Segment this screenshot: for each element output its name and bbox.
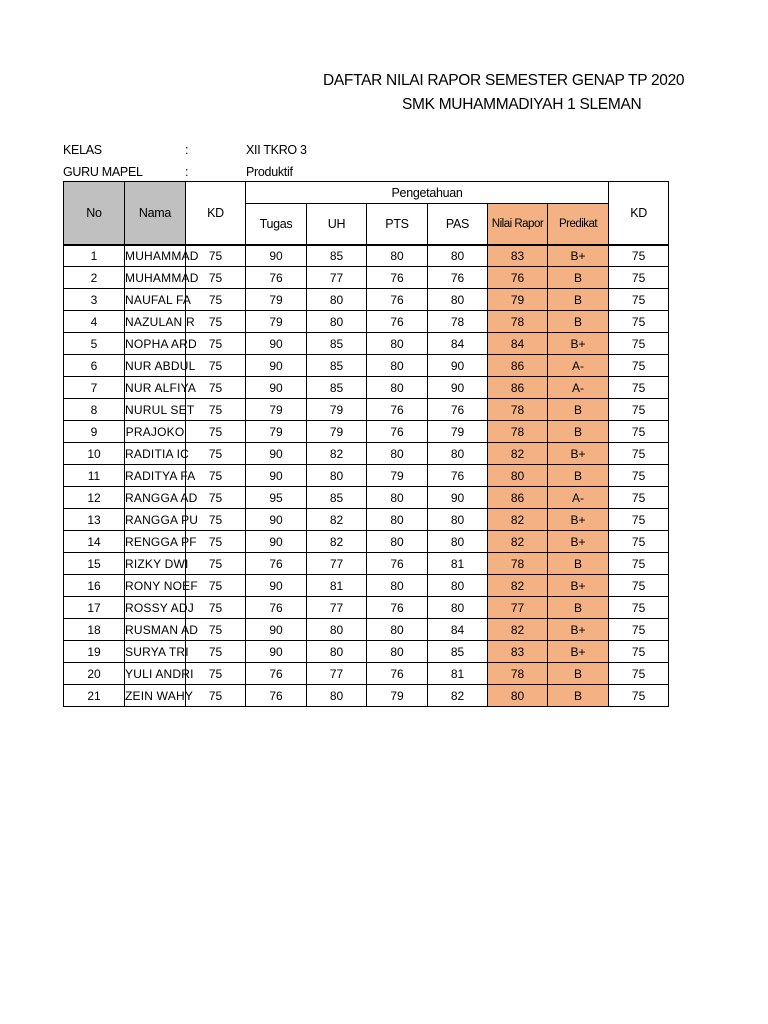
cell-nilai-rapor: 78	[488, 399, 548, 421]
cell-nilai-rapor: 82	[488, 619, 548, 641]
cell-nilai-rapor: 82	[488, 509, 548, 531]
cell-kd-2: 75	[609, 333, 669, 355]
cell-tugas: 90	[246, 619, 307, 641]
cell-kd-2: 75	[609, 289, 669, 311]
kelas-colon: :	[185, 143, 189, 157]
cell-tugas: 76	[246, 685, 307, 707]
cell-nama: MUHAMMAD	[125, 267, 186, 289]
table-row	[64, 487, 669, 509]
cell-pas: 80	[428, 289, 488, 311]
cell-kd: 75	[186, 663, 246, 685]
cell-tugas: 79	[246, 399, 307, 421]
header-no: No	[64, 182, 125, 245]
cell-pas: 81	[428, 663, 488, 685]
grades-table	[63, 181, 669, 707]
cell-kd: 75	[186, 685, 246, 707]
cell-tugas: 76	[246, 267, 307, 289]
school-name: SMK MUHAMMADIYAH 1 SLEMAN	[402, 96, 642, 113]
cell-uh: 80	[307, 289, 367, 311]
cell-pas: 76	[428, 465, 488, 487]
cell-nama: MUHAMMAD	[125, 245, 186, 267]
table-row	[64, 421, 669, 443]
cell-uh: 77	[307, 663, 367, 685]
cell-uh: 85	[307, 245, 367, 267]
cell-kd: 75	[186, 443, 246, 465]
cell-nama: RIZKY DWI	[125, 553, 186, 575]
cell-pts: 80	[367, 355, 428, 377]
cell-pas: 84	[428, 619, 488, 641]
cell-uh: 80	[307, 619, 367, 641]
cell-tugas: 90	[246, 641, 307, 663]
cell-kd-2: 75	[609, 245, 669, 267]
cell-pas: 85	[428, 641, 488, 663]
table-row	[64, 553, 669, 575]
cell-predikat: B	[548, 289, 609, 311]
cell-pts: 80	[367, 443, 428, 465]
cell-tugas: 79	[246, 311, 307, 333]
cell-predikat: A-	[548, 487, 609, 509]
table-row	[64, 575, 669, 597]
cell-kd-2: 75	[609, 641, 669, 663]
cell-nilai-rapor: 82	[488, 443, 548, 465]
cell-uh: 82	[307, 509, 367, 531]
cell-nilai-rapor: 83	[488, 245, 548, 267]
cell-nama: NUR ABDUL	[125, 355, 186, 377]
cell-predikat: B	[548, 421, 609, 443]
cell-nilai-rapor: 86	[488, 377, 548, 399]
cell-uh: 81	[307, 575, 367, 597]
cell-pas: 80	[428, 597, 488, 619]
cell-predikat: B	[548, 553, 609, 575]
cell-nama: NUR ALFIYA	[125, 377, 186, 399]
cell-predikat: B	[548, 465, 609, 487]
cell-pas: 80	[428, 245, 488, 267]
cell-no: 1	[64, 245, 125, 267]
cell-kd: 75	[186, 465, 246, 487]
cell-predikat: B+	[548, 619, 609, 641]
table-row	[64, 443, 669, 465]
cell-pas: 84	[428, 333, 488, 355]
cell-predikat: B	[548, 663, 609, 685]
cell-nama: RONY NOEF	[125, 575, 186, 597]
cell-no: 10	[64, 443, 125, 465]
cell-nama: RADITIA IC	[125, 443, 186, 465]
cell-kd: 75	[186, 267, 246, 289]
cell-tugas: 90	[246, 531, 307, 553]
cell-no: 8	[64, 399, 125, 421]
cell-no: 21	[64, 685, 125, 707]
cell-nilai-rapor: 77	[488, 597, 548, 619]
cell-predikat: B	[548, 311, 609, 333]
cell-uh: 85	[307, 487, 367, 509]
table-row	[64, 245, 669, 267]
header-nilai-rapor: Nilai Rapor	[488, 204, 548, 245]
cell-kd: 75	[186, 531, 246, 553]
header-uh: UH	[307, 204, 367, 245]
cell-pts: 80	[367, 333, 428, 355]
cell-nilai-rapor: 78	[488, 663, 548, 685]
cell-nama: YULI ANDRI	[125, 663, 186, 685]
cell-nama: RENGGA PF	[125, 531, 186, 553]
cell-uh: 82	[307, 531, 367, 553]
cell-pas: 78	[428, 311, 488, 333]
cell-kd-2: 75	[609, 575, 669, 597]
cell-kd-2: 75	[609, 531, 669, 553]
cell-uh: 80	[307, 311, 367, 333]
cell-pts: 80	[367, 245, 428, 267]
cell-tugas: 90	[246, 245, 307, 267]
kelas-label: KELAS	[63, 143, 102, 157]
cell-pas: 80	[428, 575, 488, 597]
guru-mapel-colon: :	[185, 165, 189, 179]
cell-kd-2: 75	[609, 685, 669, 707]
cell-pts: 80	[367, 487, 428, 509]
cell-nama: NAZULAN R	[125, 311, 186, 333]
header-pengetahuan: Pengetahuan	[246, 182, 609, 204]
grades-table-body	[64, 245, 669, 707]
cell-no: 7	[64, 377, 125, 399]
cell-nama: NURUL SET	[125, 399, 186, 421]
cell-pts: 76	[367, 553, 428, 575]
header-tugas: Tugas	[246, 204, 307, 245]
cell-tugas: 79	[246, 289, 307, 311]
cell-kd-2: 75	[609, 597, 669, 619]
cell-pts: 80	[367, 619, 428, 641]
cell-kd-2: 75	[609, 619, 669, 641]
cell-pts: 76	[367, 289, 428, 311]
cell-tugas: 90	[246, 509, 307, 531]
cell-kd: 75	[186, 289, 246, 311]
cell-nilai-rapor: 78	[488, 553, 548, 575]
cell-nama: NOPHA ARD	[125, 333, 186, 355]
cell-pts: 76	[367, 421, 428, 443]
kelas-value: XII TKRO 3	[246, 143, 307, 157]
cell-kd-2: 75	[609, 377, 669, 399]
cell-no: 3	[64, 289, 125, 311]
cell-tugas: 90	[246, 443, 307, 465]
cell-kd-2: 75	[609, 663, 669, 685]
cell-kd-2: 75	[609, 443, 669, 465]
cell-nama: PRAJOKO	[125, 421, 186, 443]
cell-uh: 80	[307, 465, 367, 487]
cell-no: 2	[64, 267, 125, 289]
cell-nilai-rapor: 78	[488, 311, 548, 333]
cell-kd-2: 75	[609, 487, 669, 509]
cell-no: 13	[64, 509, 125, 531]
cell-uh: 77	[307, 267, 367, 289]
cell-pts: 79	[367, 685, 428, 707]
cell-nilai-rapor: 76	[488, 267, 548, 289]
cell-kd: 75	[186, 575, 246, 597]
cell-kd: 75	[186, 399, 246, 421]
table-row	[64, 663, 669, 685]
cell-kd-2: 75	[609, 509, 669, 531]
cell-nama: SURYA TRI	[125, 641, 186, 663]
cell-pas: 90	[428, 487, 488, 509]
cell-pas: 80	[428, 443, 488, 465]
cell-pas: 81	[428, 553, 488, 575]
header-nama: Nama	[125, 182, 186, 245]
cell-tugas: 76	[246, 553, 307, 575]
cell-nilai-rapor: 86	[488, 487, 548, 509]
cell-predikat: B	[548, 685, 609, 707]
cell-kd: 75	[186, 377, 246, 399]
cell-pts: 80	[367, 377, 428, 399]
cell-predikat: B+	[548, 245, 609, 267]
table-row	[64, 267, 669, 289]
cell-uh: 85	[307, 377, 367, 399]
cell-predikat: A-	[548, 355, 609, 377]
cell-tugas: 90	[246, 575, 307, 597]
cell-pts: 76	[367, 267, 428, 289]
cell-tugas: 79	[246, 421, 307, 443]
cell-uh: 85	[307, 355, 367, 377]
cell-no: 5	[64, 333, 125, 355]
cell-pts: 80	[367, 641, 428, 663]
cell-tugas: 76	[246, 663, 307, 685]
cell-no: 16	[64, 575, 125, 597]
table-row	[64, 531, 669, 553]
cell-uh: 82	[307, 443, 367, 465]
cell-nilai-rapor: 80	[488, 465, 548, 487]
cell-kd-2: 75	[609, 421, 669, 443]
cell-nilai-rapor: 86	[488, 355, 548, 377]
cell-nama: RADITYA FA	[125, 465, 186, 487]
cell-pts: 76	[367, 663, 428, 685]
cell-no: 17	[64, 597, 125, 619]
document-title: DAFTAR NILAI RAPOR SEMESTER GENAP TP 2020	[323, 72, 685, 89]
cell-no: 6	[64, 355, 125, 377]
cell-no: 20	[64, 663, 125, 685]
cell-nilai-rapor: 79	[488, 289, 548, 311]
cell-pas: 82	[428, 685, 488, 707]
cell-nilai-rapor: 84	[488, 333, 548, 355]
table-row	[64, 289, 669, 311]
cell-predikat: B+	[548, 641, 609, 663]
cell-kd: 75	[186, 311, 246, 333]
cell-tugas: 95	[246, 487, 307, 509]
cell-predikat: B	[548, 267, 609, 289]
cell-kd: 75	[186, 421, 246, 443]
cell-kd-2: 75	[609, 267, 669, 289]
cell-tugas: 76	[246, 597, 307, 619]
cell-pts: 76	[367, 597, 428, 619]
table-row	[64, 509, 669, 531]
cell-kd-2: 75	[609, 465, 669, 487]
cell-kd: 75	[186, 333, 246, 355]
cell-predikat: B	[548, 399, 609, 421]
cell-kd: 75	[186, 509, 246, 531]
cell-nilai-rapor: 83	[488, 641, 548, 663]
cell-nama: ROSSY ADJ	[125, 597, 186, 619]
cell-pts: 80	[367, 531, 428, 553]
cell-nilai-rapor: 82	[488, 575, 548, 597]
cell-pas: 90	[428, 377, 488, 399]
table-row	[64, 641, 669, 663]
cell-nama: RUSMAN AD	[125, 619, 186, 641]
guru-mapel-label: GURU MAPEL	[63, 165, 143, 179]
cell-predikat: B+	[548, 333, 609, 355]
cell-tugas: 90	[246, 355, 307, 377]
cell-kd-2: 75	[609, 399, 669, 421]
cell-tugas: 90	[246, 377, 307, 399]
cell-kd: 75	[186, 553, 246, 575]
cell-no: 18	[64, 619, 125, 641]
cell-kd: 75	[186, 355, 246, 377]
header-pts: PTS	[367, 204, 428, 245]
cell-pas: 79	[428, 421, 488, 443]
cell-pts: 76	[367, 399, 428, 421]
cell-uh: 80	[307, 685, 367, 707]
cell-nilai-rapor: 80	[488, 685, 548, 707]
header-pas: PAS	[428, 204, 488, 245]
table-row	[64, 355, 669, 377]
cell-predikat: B+	[548, 509, 609, 531]
cell-uh: 85	[307, 333, 367, 355]
cell-uh: 80	[307, 641, 367, 663]
table-row	[64, 685, 669, 707]
cell-no: 11	[64, 465, 125, 487]
header-kd: KD	[186, 182, 246, 245]
cell-kd: 75	[186, 619, 246, 641]
cell-kd-2: 75	[609, 553, 669, 575]
cell-no: 12	[64, 487, 125, 509]
header-predikat: Predikat	[548, 204, 609, 245]
cell-predikat: B+	[548, 531, 609, 553]
guru-mapel-value: Produktif	[246, 165, 293, 179]
table-row	[64, 333, 669, 355]
cell-nama: ZEIN WAHY	[125, 685, 186, 707]
cell-pts: 80	[367, 575, 428, 597]
cell-predikat: A-	[548, 377, 609, 399]
table-row	[64, 619, 669, 641]
cell-no: 9	[64, 421, 125, 443]
cell-kd: 75	[186, 245, 246, 267]
table-row	[64, 311, 669, 333]
cell-tugas: 90	[246, 333, 307, 355]
cell-no: 14	[64, 531, 125, 553]
table-row	[64, 399, 669, 421]
cell-kd: 75	[186, 641, 246, 663]
cell-nama: NAUFAL FA	[125, 289, 186, 311]
cell-kd: 75	[186, 597, 246, 619]
cell-pts: 80	[367, 509, 428, 531]
table-row	[64, 597, 669, 619]
table-row	[64, 465, 669, 487]
cell-pas: 76	[428, 399, 488, 421]
cell-no: 15	[64, 553, 125, 575]
cell-nilai-rapor: 82	[488, 531, 548, 553]
cell-no: 19	[64, 641, 125, 663]
cell-kd: 75	[186, 487, 246, 509]
table-row	[64, 377, 669, 399]
cell-uh: 79	[307, 421, 367, 443]
cell-nama: RANGGA AD	[125, 487, 186, 509]
header-kd-2: KD	[609, 182, 669, 245]
cell-nilai-rapor: 78	[488, 421, 548, 443]
cell-uh: 77	[307, 553, 367, 575]
cell-no: 4	[64, 311, 125, 333]
cell-nama: RANGGA PU	[125, 509, 186, 531]
cell-pas: 90	[428, 355, 488, 377]
cell-kd-2: 75	[609, 311, 669, 333]
cell-pas: 76	[428, 267, 488, 289]
cell-tugas: 90	[246, 465, 307, 487]
cell-pas: 80	[428, 531, 488, 553]
cell-predikat: B+	[548, 575, 609, 597]
cell-predikat: B	[548, 597, 609, 619]
cell-pas: 80	[428, 509, 488, 531]
cell-uh: 79	[307, 399, 367, 421]
cell-predikat: B+	[548, 443, 609, 465]
cell-pts: 79	[367, 465, 428, 487]
cell-uh: 77	[307, 597, 367, 619]
cell-pts: 76	[367, 311, 428, 333]
cell-kd-2: 75	[609, 355, 669, 377]
